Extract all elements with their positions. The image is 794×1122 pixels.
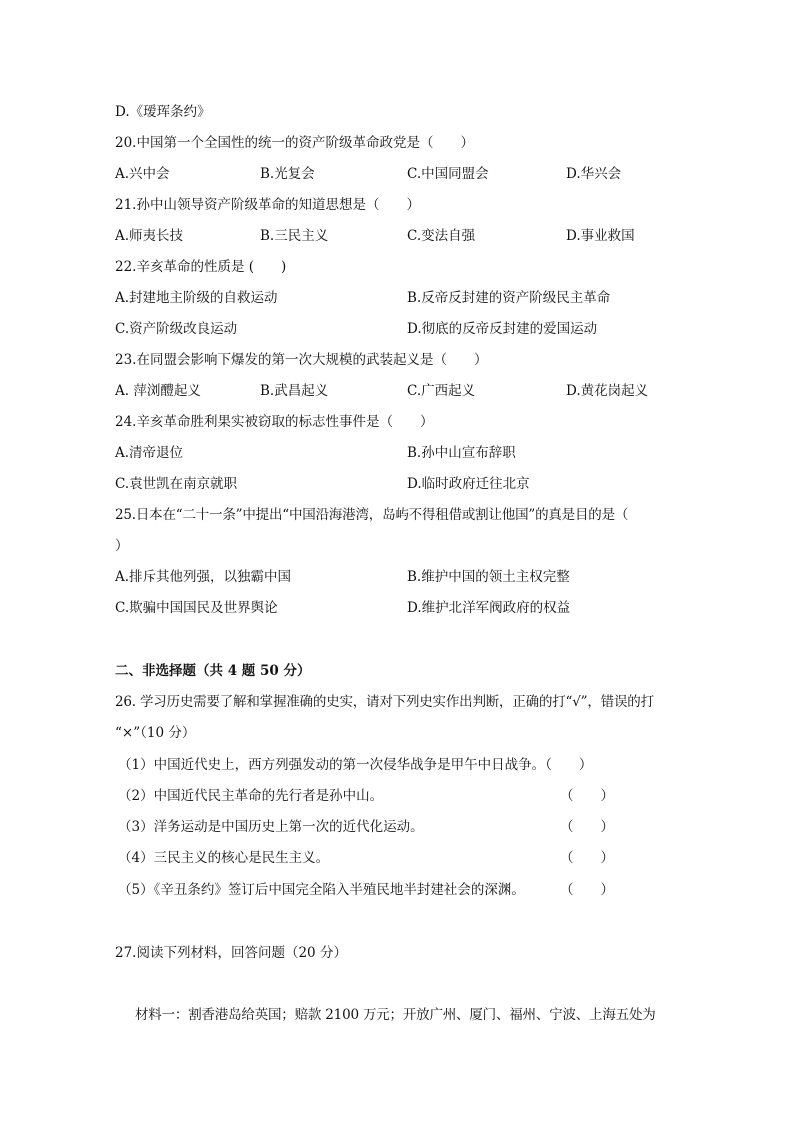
- q25-stem: 25.日本在“二十一条”中提出“中国沿海港湾，岛屿不得租借或割让他国”的真是目的是（: [115, 507, 629, 523]
- q22-option-a: A.封建地主阶级的自救运动: [115, 290, 278, 306]
- q26-item-4-blank: （ ）: [560, 850, 614, 866]
- q27-material-1: 材料一：割香港岛给英国；赔款 2100 万元；开放广州、厦门、福州、宁波、上海五处为: [135, 1007, 656, 1023]
- q23-option-b: B.武昌起义: [260, 383, 329, 399]
- q24-option-a: A.清帝退位: [115, 445, 184, 461]
- q22-option-b: B.反帝反封建的资产阶级民主革命: [407, 290, 611, 306]
- q24-option-c: C.袁世凯在南京就职: [115, 476, 238, 492]
- q21-option-a: A.师夷长技: [115, 228, 184, 244]
- q20-option-d: D.华兴会: [566, 166, 622, 182]
- q21-option-b: B.三民主义: [260, 228, 329, 244]
- q26-stem-cont: “×”（10 分）: [115, 725, 196, 741]
- q20-option-b: B.光复会: [260, 166, 315, 182]
- q21-option-c: C.变法自强: [407, 228, 476, 244]
- q26-item-2-blank: （ ）: [560, 788, 614, 804]
- q25-option-d: D.维护北洋军阀政府的权益: [407, 600, 571, 616]
- q26-item-5-blank: （ ）: [560, 882, 614, 898]
- q23-option-a: A. 萍浏醴起义: [115, 383, 201, 399]
- q23-option-d: D.黄花岗起义: [566, 383, 649, 399]
- section-heading: 二、非选择题（共 4 题 50 分）: [115, 663, 311, 679]
- q24-option-d: D.临时政府迁往北京: [407, 476, 530, 492]
- q22-option-d: D.彻底的反帝反封建的爱国运动: [407, 321, 598, 337]
- q24-stem: 24.辛亥革命胜利果实被窃取的标志性事件是（ ）: [115, 414, 434, 430]
- q25-option-a: A.排斥其他列强，以独霸中国: [115, 569, 292, 585]
- q25-option-b: B.维护中国的领土主权完整: [407, 569, 570, 585]
- q19-option-d: D.《瑷珲条约》: [115, 104, 211, 120]
- q23-option-c: C.广西起义: [407, 383, 476, 399]
- q25-stem-cont: ）: [115, 538, 129, 554]
- q26-item-2: （2）中国近代民主革命的先行者是孙中山。: [118, 788, 384, 804]
- q25-option-c: C.欺骗中国国民及世界舆论: [115, 600, 278, 616]
- q26-item-1: （1）中国近代史上，西方列强发动的第一次侵华战争是甲午中日战争。（ ）: [118, 757, 593, 773]
- q22-option-c: C.资产阶级改良运动: [115, 321, 238, 337]
- q27-stem: 27.阅读下列材料，回答问题（20 分）: [115, 945, 347, 961]
- q26-item-4: （4）三民主义的核心是民生主义。: [118, 850, 330, 866]
- q26-item-3-blank: （ ）: [560, 819, 614, 835]
- q21-stem: 21.孙中山领导资产阶级革命的知道思想是（ ）: [115, 197, 420, 213]
- q24-option-b: B.孙中山宣布辞职: [407, 445, 516, 461]
- q21-option-d: D.事业救国: [566, 228, 635, 244]
- q20-stem: 20.中国第一个全国性的统一的资产阶级革命政党是（ ）: [115, 135, 474, 151]
- q26-item-3: （3）洋务运动是中国历史上第一次的近代化运动。: [118, 819, 424, 835]
- q22-stem: 22.辛亥革命的性质是 ( ): [115, 259, 287, 275]
- q20-option-c: C.中国同盟会: [407, 166, 489, 182]
- q26-stem: 26. 学习历史需要了解和掌握准确的史实，请对下列史实作出判断，正确的打“√”，错误的打: [115, 694, 654, 710]
- q23-stem: 23.在同盟会影响下爆发的第一次大规模的武装起义是（ ）: [115, 352, 488, 368]
- q20-option-a: A.兴中会: [115, 166, 170, 182]
- q26-item-5: （5）《辛丑条约》签订后中国完全陷入半殖民地半封建社会的深渊。: [118, 882, 525, 898]
